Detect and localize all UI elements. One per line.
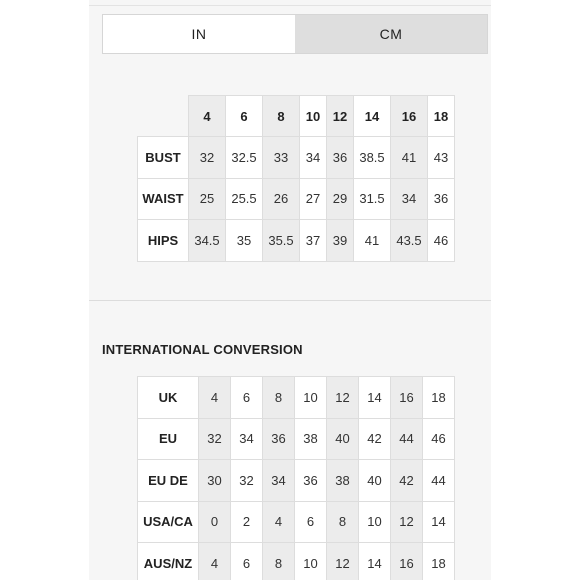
measurement-row-waist [138,178,455,220]
row-label: BUST [138,137,189,179]
row-label: USA/CA [138,501,199,543]
conversion-table [137,376,455,580]
table-cell: 10 [359,501,391,543]
size-header-cell: 8 [263,96,300,137]
section-divider [89,300,491,301]
table-cell: 36 [428,178,455,220]
table-cell: 31.5 [354,178,391,220]
table-cell: 34 [300,137,327,179]
table-cell: 44 [423,460,455,502]
size-header-cell: 16 [391,96,428,137]
table-cell: 35.5 [263,220,300,262]
size-guide-panel [89,0,491,580]
table-cell: 37 [300,220,327,262]
table-cell: 12 [327,377,359,419]
table-cell: 8 [327,501,359,543]
table-cell: 4 [199,543,231,580]
table-cell: 41 [354,220,391,262]
table-cell: 46 [428,220,455,262]
table-cell: 12 [327,543,359,580]
size-header-row [138,96,455,137]
table-cell: 38.5 [354,137,391,179]
table-cell: 36 [327,137,354,179]
table-cell: 18 [423,543,455,580]
table-cell: 25 [189,178,226,220]
table-cell: 46 [423,418,455,460]
table-cell: 27 [300,178,327,220]
table-cell: 6 [231,543,263,580]
table-cell: 43.5 [391,220,428,262]
top-divider [89,0,491,6]
table-cell: 12 [391,501,423,543]
table-cell: 34.5 [189,220,226,262]
table-cell: 32.5 [226,137,263,179]
conversion-row-eu [138,418,455,460]
table-cell: 2 [231,501,263,543]
table-cell: 14 [423,501,455,543]
table-cell: 25.5 [226,178,263,220]
table-cell: 34 [391,178,428,220]
table-cell: 29 [327,178,354,220]
table-cell: 39 [327,220,354,262]
table-cell: 42 [391,460,423,502]
table-cell: 36 [263,418,295,460]
table-cell: 10 [295,543,327,580]
table-cell: 35 [226,220,263,262]
table-cell: 18 [423,377,455,419]
measurement-row-bust [138,137,455,179]
table-cell: 16 [391,377,423,419]
unit-toggle [102,14,488,54]
corner-cell [138,96,189,137]
table-cell: 38 [295,418,327,460]
table-cell: 42 [359,418,391,460]
size-header-cell: 12 [327,96,354,137]
row-label: EU [138,418,199,460]
size-header-cell: 4 [189,96,226,137]
table-cell: 6 [231,377,263,419]
table-cell: 43 [428,137,455,179]
size-header-cell: 14 [354,96,391,137]
table-cell: 10 [295,377,327,419]
size-chart-table [137,95,455,262]
conversion-row-eu-de [138,460,455,502]
table-cell: 36 [295,460,327,502]
table-cell: 41 [391,137,428,179]
table-cell: 14 [359,543,391,580]
row-label: AUS/NZ [138,543,199,580]
table-cell: 33 [263,137,300,179]
table-cell: 32 [199,418,231,460]
row-label: HIPS [138,220,189,262]
table-cell: 16 [391,543,423,580]
conversion-title: INTERNATIONAL CONVERSION [102,342,303,357]
row-label: WAIST [138,178,189,220]
unit-option-in[interactable]: IN [103,15,295,53]
size-header-cell: 10 [300,96,327,137]
table-cell: 32 [231,460,263,502]
size-header-cell: 6 [226,96,263,137]
table-cell: 26 [263,178,300,220]
row-label: EU DE [138,460,199,502]
table-cell: 32 [189,137,226,179]
table-cell: 40 [327,418,359,460]
size-header-cell: 18 [428,96,455,137]
table-cell: 34 [231,418,263,460]
table-cell: 38 [327,460,359,502]
table-cell: 34 [263,460,295,502]
table-cell: 8 [263,377,295,419]
unit-option-cm[interactable]: CM [295,15,487,53]
conversion-row-uk [138,377,455,419]
table-cell: 4 [263,501,295,543]
row-label: UK [138,377,199,419]
table-cell: 30 [199,460,231,502]
table-cell: 14 [359,377,391,419]
table-cell: 6 [295,501,327,543]
table-cell: 44 [391,418,423,460]
table-cell: 0 [199,501,231,543]
measurement-row-hips [138,220,455,262]
table-cell: 8 [263,543,295,580]
conversion-row-usa-ca [138,501,455,543]
table-cell: 4 [199,377,231,419]
table-cell: 40 [359,460,391,502]
conversion-row-aus-nz [138,543,455,580]
